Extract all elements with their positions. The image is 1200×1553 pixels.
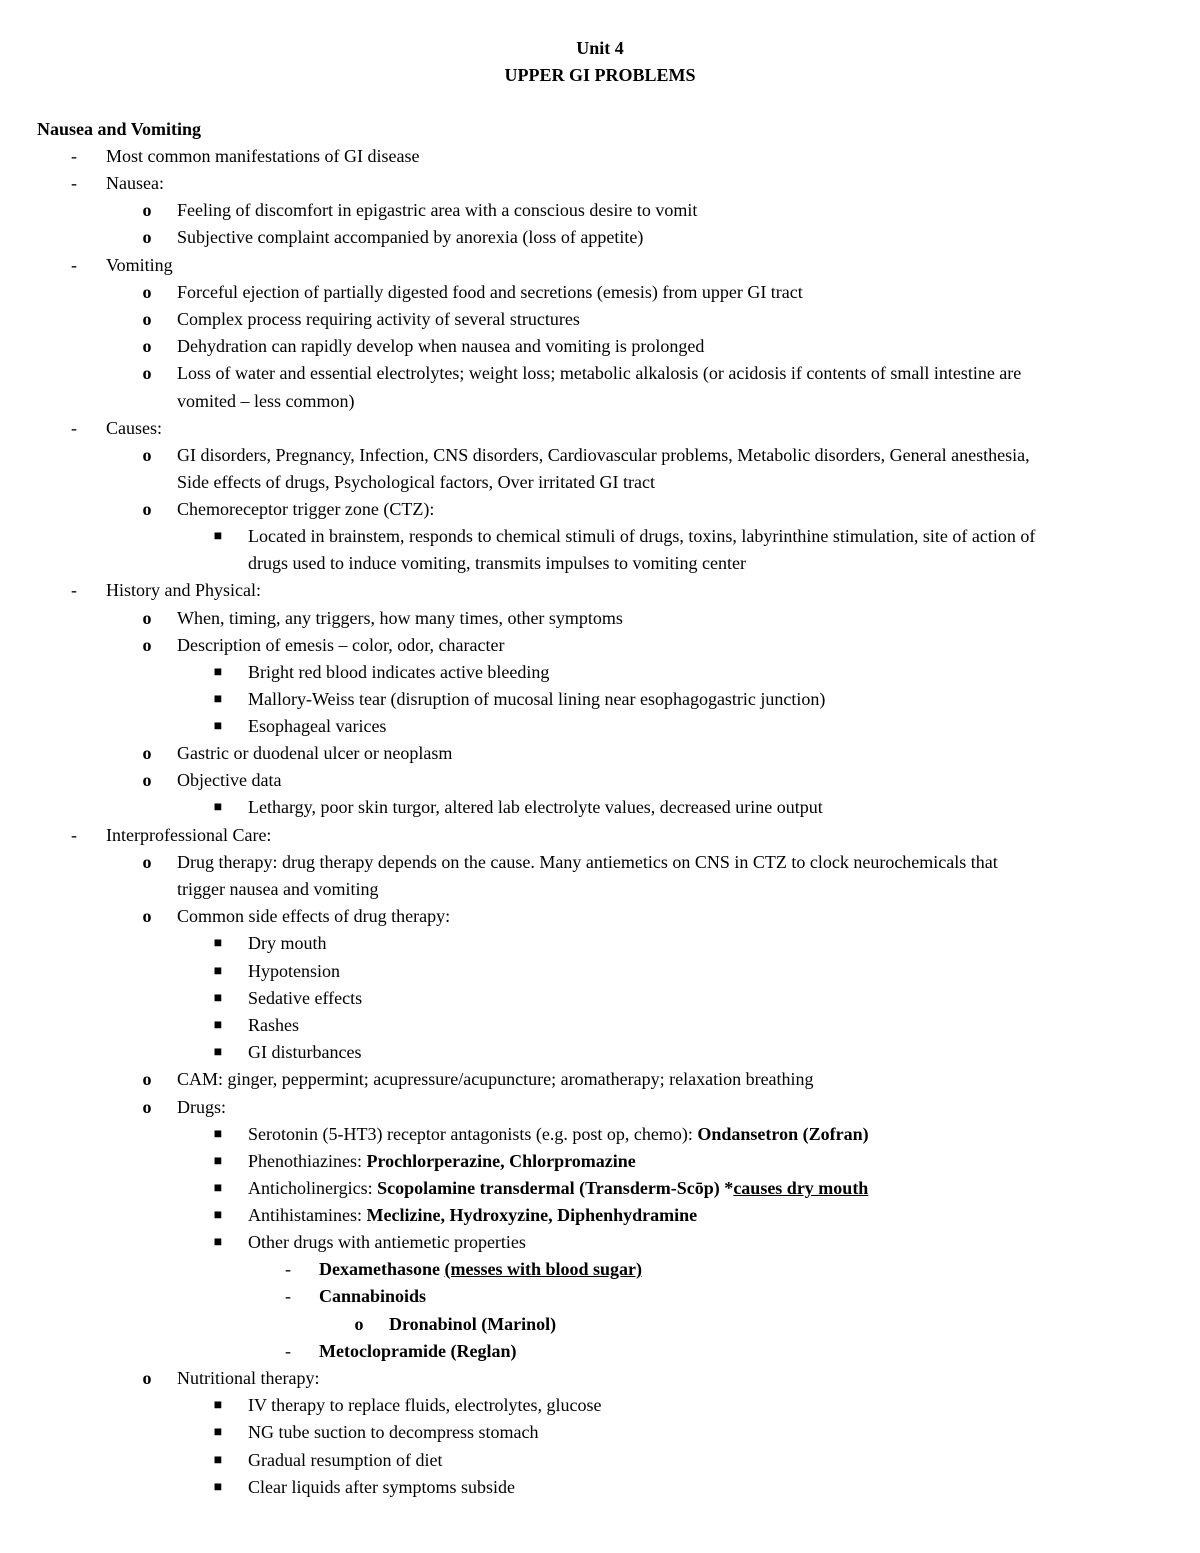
list-item: ■ Sedative effects (0, 985, 1200, 1012)
list-item: - Interprofessional Care: (0, 822, 1200, 849)
dash-bullet: - (71, 146, 77, 166)
square-bullet: ■ (213, 1398, 223, 1413)
list-item: ■ Mallory-Weiss tear (disruption of mucosal lining near esophagogastric junction) (0, 686, 1200, 713)
section-heading: Nausea and Vomiting (37, 119, 202, 139)
circle-bullet: o (142, 1097, 152, 1117)
list-item: o Subjective complaint accompanied by anorexia (loss of appetite) (0, 224, 1200, 251)
list-item-continuation: trigger nausea and vomiting (177, 879, 379, 899)
list-item: - Nausea: (0, 170, 1200, 197)
square-bullet: ■ (213, 1208, 223, 1223)
list-item: - Vomiting (0, 252, 1200, 279)
circle-bullet: o (142, 635, 152, 655)
list-item: - Causes: (0, 415, 1200, 442)
list-item: - Dexamethasone (messes with blood sugar) (0, 1256, 1200, 1283)
list-item: ■ Bright red blood indicates active bleeding (0, 659, 1200, 686)
dash-bullet: - (71, 825, 77, 845)
list-item: o Drug therapy: drug therapy depends on the cause. Many antiemetics on CNS in CTZ to clock neurochemicals that (0, 849, 1200, 876)
circle-bullet: o (142, 363, 152, 383)
square-bullet: ■ (213, 1425, 223, 1440)
circle-bullet: o (142, 852, 152, 872)
list-item: o Objective data (0, 767, 1200, 794)
list-item: ■ Located in brainstem, responds to chemical stimuli of drugs, toxins, labyrinthine stimulation, site of action of (0, 523, 1200, 550)
circle-bullet: o (142, 200, 152, 220)
list-item-continuation: vomited – less common) (177, 391, 355, 411)
unit-label: Unit 4 (576, 38, 624, 58)
list-item: ■ Clear liquids after symptoms subside (0, 1474, 1200, 1501)
list-item: o Nutritional therapy: (0, 1365, 1200, 1392)
square-bullet: ■ (213, 529, 223, 544)
list-item: ■ Serotonin (5-HT3) receptor antagonists (e.g. post op, chemo): Ondansetron (Zofran) (0, 1121, 1200, 1148)
circle-bullet: o (142, 906, 152, 926)
square-bullet: ■ (213, 991, 223, 1006)
square-bullet: ■ (213, 1235, 223, 1250)
page-title: UPPER GI PROBLEMS (504, 65, 696, 85)
circle-bullet: o (142, 1368, 152, 1388)
list-item: ■ Esophageal varices (0, 713, 1200, 740)
circle-bullet: o (354, 1314, 364, 1334)
square-bullet: ■ (213, 936, 223, 951)
square-bullet: ■ (213, 1127, 223, 1142)
circle-bullet: o (142, 499, 152, 519)
dash-bullet: - (71, 173, 77, 193)
square-bullet: ■ (213, 1154, 223, 1169)
list-item: ■ NG tube suction to decompress stomach (0, 1419, 1200, 1446)
square-bullet: ■ (213, 964, 223, 979)
circle-bullet: o (142, 309, 152, 329)
list-item: o CAM: ginger, peppermint; acupressure/acupuncture; aromatherapy; relaxation breathing (0, 1066, 1200, 1093)
list-item: ■ Gradual resumption of diet (0, 1447, 1200, 1474)
square-bullet: ■ (213, 1018, 223, 1033)
list-item: o Common side effects of drug therapy: (0, 903, 1200, 930)
list-item: o Drugs: (0, 1094, 1200, 1121)
list-item-continuation: drugs used to induce vomiting, transmits impulses to vomiting center (248, 553, 746, 573)
square-bullet: ■ (213, 1480, 223, 1495)
circle-bullet: o (142, 227, 152, 247)
circle-bullet: o (142, 1069, 152, 1089)
list-item: ■ Phenothiazines: Prochlorperazine, Chlorpromazine (0, 1148, 1200, 1175)
list-item: - Cannabinoids (0, 1283, 1200, 1310)
list-item: ■ Lethargy, poor skin turgor, altered lab electrolyte values, decreased urine output (0, 794, 1200, 821)
dash-bullet: - (71, 255, 77, 275)
circle-bullet: o (142, 608, 152, 628)
list-item: ■ GI disturbances (0, 1039, 1200, 1066)
list-item: o Loss of water and essential electrolytes; weight loss; metabolic alkalosis (or acidosis if contents of small intestine are (0, 360, 1200, 387)
circle-bullet: o (142, 743, 152, 763)
list-item: ■ Dry mouth (0, 930, 1200, 957)
circle-bullet: o (142, 282, 152, 302)
dash-bullet: - (71, 418, 77, 438)
square-bullet: ■ (213, 1453, 223, 1468)
list-item: ■ Anticholinergics: Scopolamine transdermal (Transderm-Scōp) *causes dry mouth (0, 1175, 1200, 1202)
list-item: ■ IV therapy to replace fluids, electrolytes, glucose (0, 1392, 1200, 1419)
dash-bullet: - (71, 580, 77, 600)
list-item: o Dronabinol (Marinol) (0, 1311, 1200, 1338)
list-item: o When, timing, any triggers, how many times, other symptoms (0, 605, 1200, 632)
list-item: o Dehydration can rapidly develop when nausea and vomiting is prolonged (0, 333, 1200, 360)
square-bullet: ■ (213, 719, 223, 734)
list-item: ■ Hypotension (0, 958, 1200, 985)
list-item: - Most common manifestations of GI disease (0, 143, 1200, 170)
list-item: ■ Rashes (0, 1012, 1200, 1039)
circle-bullet: o (142, 445, 152, 465)
list-item: ■ Antihistamines: Meclizine, Hydroxyzine, Diphenhydramine (0, 1202, 1200, 1229)
list-item: o Gastric or duodenal ulcer or neoplasm (0, 740, 1200, 767)
circle-bullet: o (142, 770, 152, 790)
dash-bullet: - (285, 1286, 291, 1306)
list-item-continuation: Side effects of drugs, Psychological factors, Over irritated GI tract (177, 472, 656, 492)
list-item: o Chemoreceptor trigger zone (CTZ): (0, 496, 1200, 523)
dash-bullet: - (285, 1259, 291, 1279)
list-item: o Complex process requiring activity of several structures (0, 306, 1200, 333)
square-bullet: ■ (213, 1045, 223, 1060)
square-bullet: ■ (213, 665, 223, 680)
square-bullet: ■ (213, 800, 223, 815)
dash-bullet: - (285, 1341, 291, 1361)
square-bullet: ■ (213, 1181, 223, 1196)
list-item: o Description of emesis – color, odor, character (0, 632, 1200, 659)
circle-bullet: o (142, 336, 152, 356)
list-item: o GI disorders, Pregnancy, Infection, CNS disorders, Cardiovascular problems, Metabolic disorders, General anesthesia, (0, 442, 1200, 469)
list-item: - History and Physical: (0, 577, 1200, 604)
list-item: - Metoclopramide (Reglan) (0, 1338, 1200, 1365)
list-item: ■ Other drugs with antiemetic properties (0, 1229, 1200, 1256)
list-item: o Forceful ejection of partially digested food and secretions (emesis) from upper GI tract (0, 279, 1200, 306)
square-bullet: ■ (213, 692, 223, 707)
list-item: o Feeling of discomfort in epigastric area with a conscious desire to vomit (0, 197, 1200, 224)
